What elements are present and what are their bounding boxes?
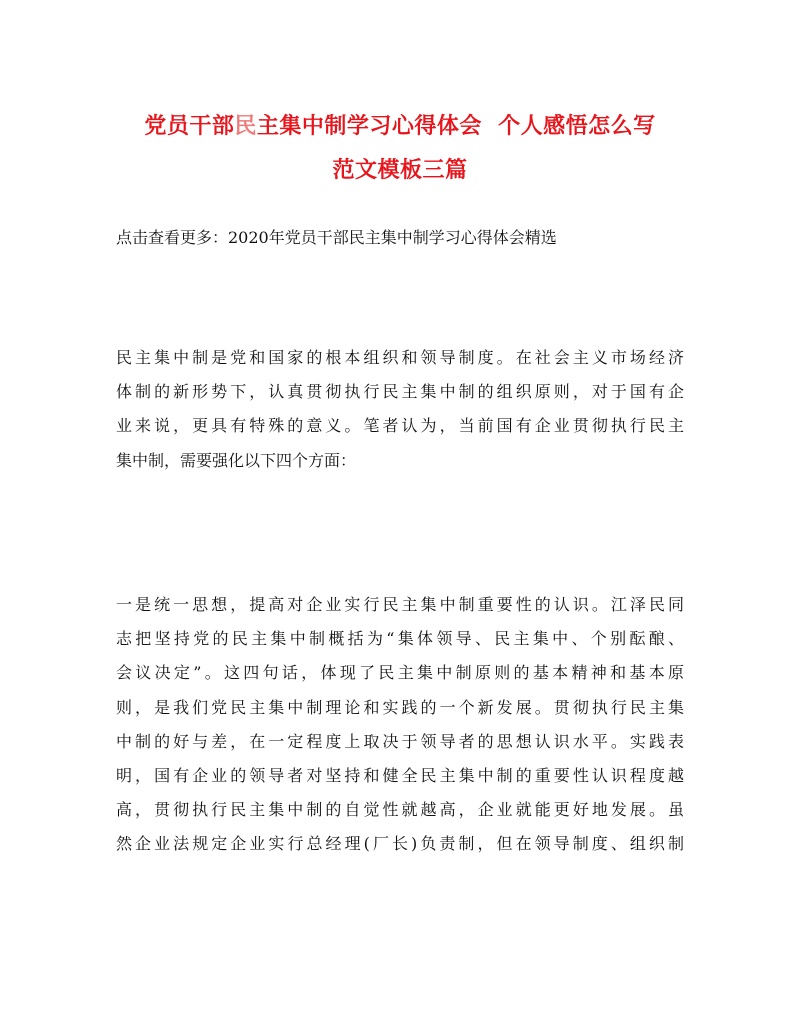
title-line-1-end: 主集中制学习心得体会 个人感悟怎么写 <box>256 114 656 139</box>
paragraph-line: 业来说，更具有特殊的意义。笔者认为，当前国有企业贯彻执行民主 <box>116 416 684 436</box>
paragraph-2 <box>116 588 684 862</box>
title-line-1 <box>110 105 690 149</box>
paragraph-line: 然企业法规定企业实行总经理(厂长)负责制，但在领导制度、组织制 <box>116 834 684 854</box>
paragraph-line: 高，贯彻执行民主集中制的自觉性就越高，企业就能更好地发展。虽 <box>116 800 684 820</box>
document-title <box>110 105 690 193</box>
title-line-1-start: 党员干部 <box>144 114 235 139</box>
more-link[interactable]: 点击查看更多：2020年党员干部民主集中制学习心得体会精选 <box>116 228 557 247</box>
paragraph-line: 则，是我们党民主集中制理论和实践的一个新发展。贯彻执行民主集 <box>116 697 684 717</box>
paragraph-line: 民主集中制是党和国家的根本组织和领导制度。在社会主义市场经济 <box>116 348 684 367</box>
title-line-2: 范文模板三篇 <box>332 158 468 183</box>
paragraph-line: 明，国有企业的领导者对坚持和健全民主集中制的重要性认识程度越 <box>116 766 684 786</box>
paragraph-line: 体制的新形势下，认真贯彻执行民主集中制的组织原则，对于国有企 <box>116 382 684 402</box>
paragraph-line: 集中制，需要强化以下四个方面： <box>116 450 357 470</box>
paragraph-1 <box>116 341 684 478</box>
paragraph-line: 会议决定”。这四句话，体现了民主集中制原则的基本精神和基本原 <box>116 663 684 683</box>
title-line-1-highlight: 民 <box>234 114 257 139</box>
paragraph-line: 志把坚持党的民主集中制概括为“集体领导、民主集中、个别酝酿、 <box>116 629 684 649</box>
paragraph-line: 中制的好与差，在一定程度上取决于领导者的思想认识水平。实践表 <box>116 731 684 751</box>
paragraph-line: 一是统一思想，提高对企业实行民主集中制重要性的认识。江泽民同 <box>116 595 684 614</box>
